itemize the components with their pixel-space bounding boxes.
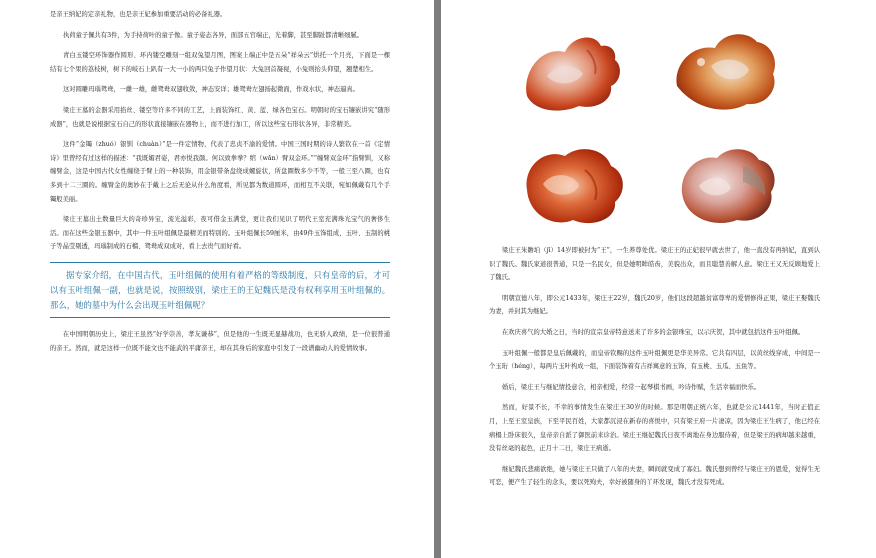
agate-mandarin-duck-photo	[517, 26, 627, 116]
paragraph: 梁庄王朱瞻垍（jī）14岁即被封为“王”，一生养尊处优。梁庄王的正妃很早就去世了，他一直没有再纳妃，直到认识了魏氏。魏氏家道很普通，只是一名民女，但是她明眸皓齿，美貌出众，而且聪慧善解人意。梁庄王又无反顾地爱上了魏氏。	[489, 247, 820, 282]
agate-mandarin-duck-photo	[673, 140, 783, 230]
photo-grid	[489, 0, 820, 240]
agate-mandarin-duck-photo	[671, 26, 781, 116]
paragraph: 这对圆雕玛瑙鸳鸯，一雌一雄，雌鸳鸯双翅收敛，神态安详；雄鸳鸯左翅扬起微面，作戏水状，神态逼真。	[63, 86, 359, 94]
agate-mandarin-duck-photo	[519, 140, 629, 230]
paragraph: 在中国明朝历史上，梁庄王虽然“好学崇善，孝友谦恭”，但是他的一生既无显赫战功，也无骄人政绩，是一位很普通的亲王。然而，就是这样一位既不能文也不能武的平庸亲王，却在其身后的家庭中引发了一段谱幽动人的爱情故事。	[50, 331, 390, 352]
paragraph: 这件“金镯（zhuó）银钏（chuàn）”是一件定情物，代表了忠贞不渝的爱情。中国三国时期的诗人繁钦在一首《定情诗》里曾经有过这样的描述：“我既媚君姿，君亦悦我颜。何以致拳拳？绾（wǎn）臂双金环。”“缠臂双金环”指臂钏，又称缠臂金，这是中国古代女性缠绕于臂上的一种装饰，用金银带条盘绕成螺旋状，所盘圈数多少不等，一般三至八圈，也有多到十二三圈的。缠臂金的奥妙在于戴上之后无论从什么角度看，所见都为数道圆环，而相互不关联，宛如佩戴有几个手镯般美丽。	[50, 141, 390, 203]
callout-text: 据专家介绍，在中国古代，玉叶组佩的使用有着严格的等级制度，只有皇帝的后，才可以有玉叶组佩一副，也就是说，按照级别，梁庄王的王妃魏氏是没有权利享用玉叶组佩的。那么，她的墓中为什么会出现玉叶组佩呢？	[50, 269, 390, 310]
paragraph: 然而，好景不长，不幸的事情发生在梁庄王30岁的时候。那是明朝正统六年，也就是公元1441年，当时正值正月，上至王室皇族，下至平民百姓，大家都沉浸在新春的喜悦中，只有梁王府一片凄凉，因为梁庄王生病了，他已经在病榻上卧床很久，皇帝亲自派了御医前来诊治。梁庄王继妃魏氏日夜不离地在身边服侍着，但是梁王的病却越来越重，没有丝毫的起色，正月十二日，梁庄王病逝。	[489, 404, 820, 453]
page-gutter	[434, 0, 441, 558]
paragraph: 玉叶组佩一般都是皇后佩戴的，而皇帝钦赐的这件玉叶组佩更是华美异常。它共有四层，以黄丝线穿成，中间是一个玉珩（héng），每两片玉叶构成一组，下面装饰着有吉祥寓意的玉饰，有玉桃、玉瓜、玉鱼等。	[489, 349, 820, 371]
paragraph: 梁庄王墓的金器采用掐丝、镂空等许多不同的工艺，上面装饰红、黄、蓝、绿各色宝石。明朝时的宝石镶嵌讲究“随形成器”，也就是说根据宝石自己的形状直接镶嵌在器物上，而不进行加工，所以这些宝石形状各异，非常精美。	[50, 106, 390, 128]
paragraph: 明朝宣德八年，即公元1433年，梁庄王22岁，魏氏20岁，他们这段超越贫富尊卑的爱情修得正果，梁庄王娶魏氏为妻，并封其为继妃。	[489, 294, 820, 316]
paragraph: 青白玉镂空环饰器作圆形、环内镂空雕刻一组双兔望月图，图案上端正中是五朵“祥朵云”烘托一个月亮，下面是一棵结有七个果的荔枝树，树下的岐石上趴有一大一小的两只兔子作望月状：大兔回首凝视，小兔则抬头仰望，翘楚相生。	[50, 52, 390, 73]
callout-box	[50, 262, 390, 318]
paragraph: 执荷童子佩共有3件，为手持荷叶的童子像。童子姿态各异，面部五官端正，光着脚，甚至脚趾都清晰细腻。	[63, 31, 363, 39]
paragraph: 继妃魏氏悲痛欲绝，她与梁庄王只做了八年的夫妻，瞬间就变成了寡妇。魏氏想到曾经与梁庄王的恩爱，觉得生无可恋，便产生了轻生的念头，要以死殉夫，幸好被随身的丫环发现，魏氏才没有死成。	[489, 465, 820, 487]
right-page	[441, 0, 876, 558]
paragraph: 是亲王纳妃的定亲礼物，也是亲王妃参加重要活动的必备礼器。	[50, 11, 227, 18]
paragraph: 在欢庆喜气的大婚之日，当时的宣宗皇帝特意送来了许多的金银珠宝，以示庆贺，其中就包括这件玉叶组佩。	[502, 328, 805, 336]
paragraph: 梁庄王墓出土数量巨大的奇珍异宝，流光溢彩，夜可借金玉满堂，更让我们见识了明代王室充满珠光宝气的奢侈生活。而在这些金银玉器中，其中一件玉叶组佩是最精美而特别的。玉叶组佩长59厘米，由49件玉饰组成，玉叶、玉制的桃子等晶莹剔透，玛瑙制成的石榴、鸳鸯成双成对，看上去贵气而好看。	[50, 216, 390, 251]
left-page	[0, 0, 434, 558]
paragraph: 婚后，梁庄王与继妃情投意合，相亲相爱，经常一起琴棋书画，吟诗作赋，生活幸福而快乐。	[502, 383, 761, 391]
